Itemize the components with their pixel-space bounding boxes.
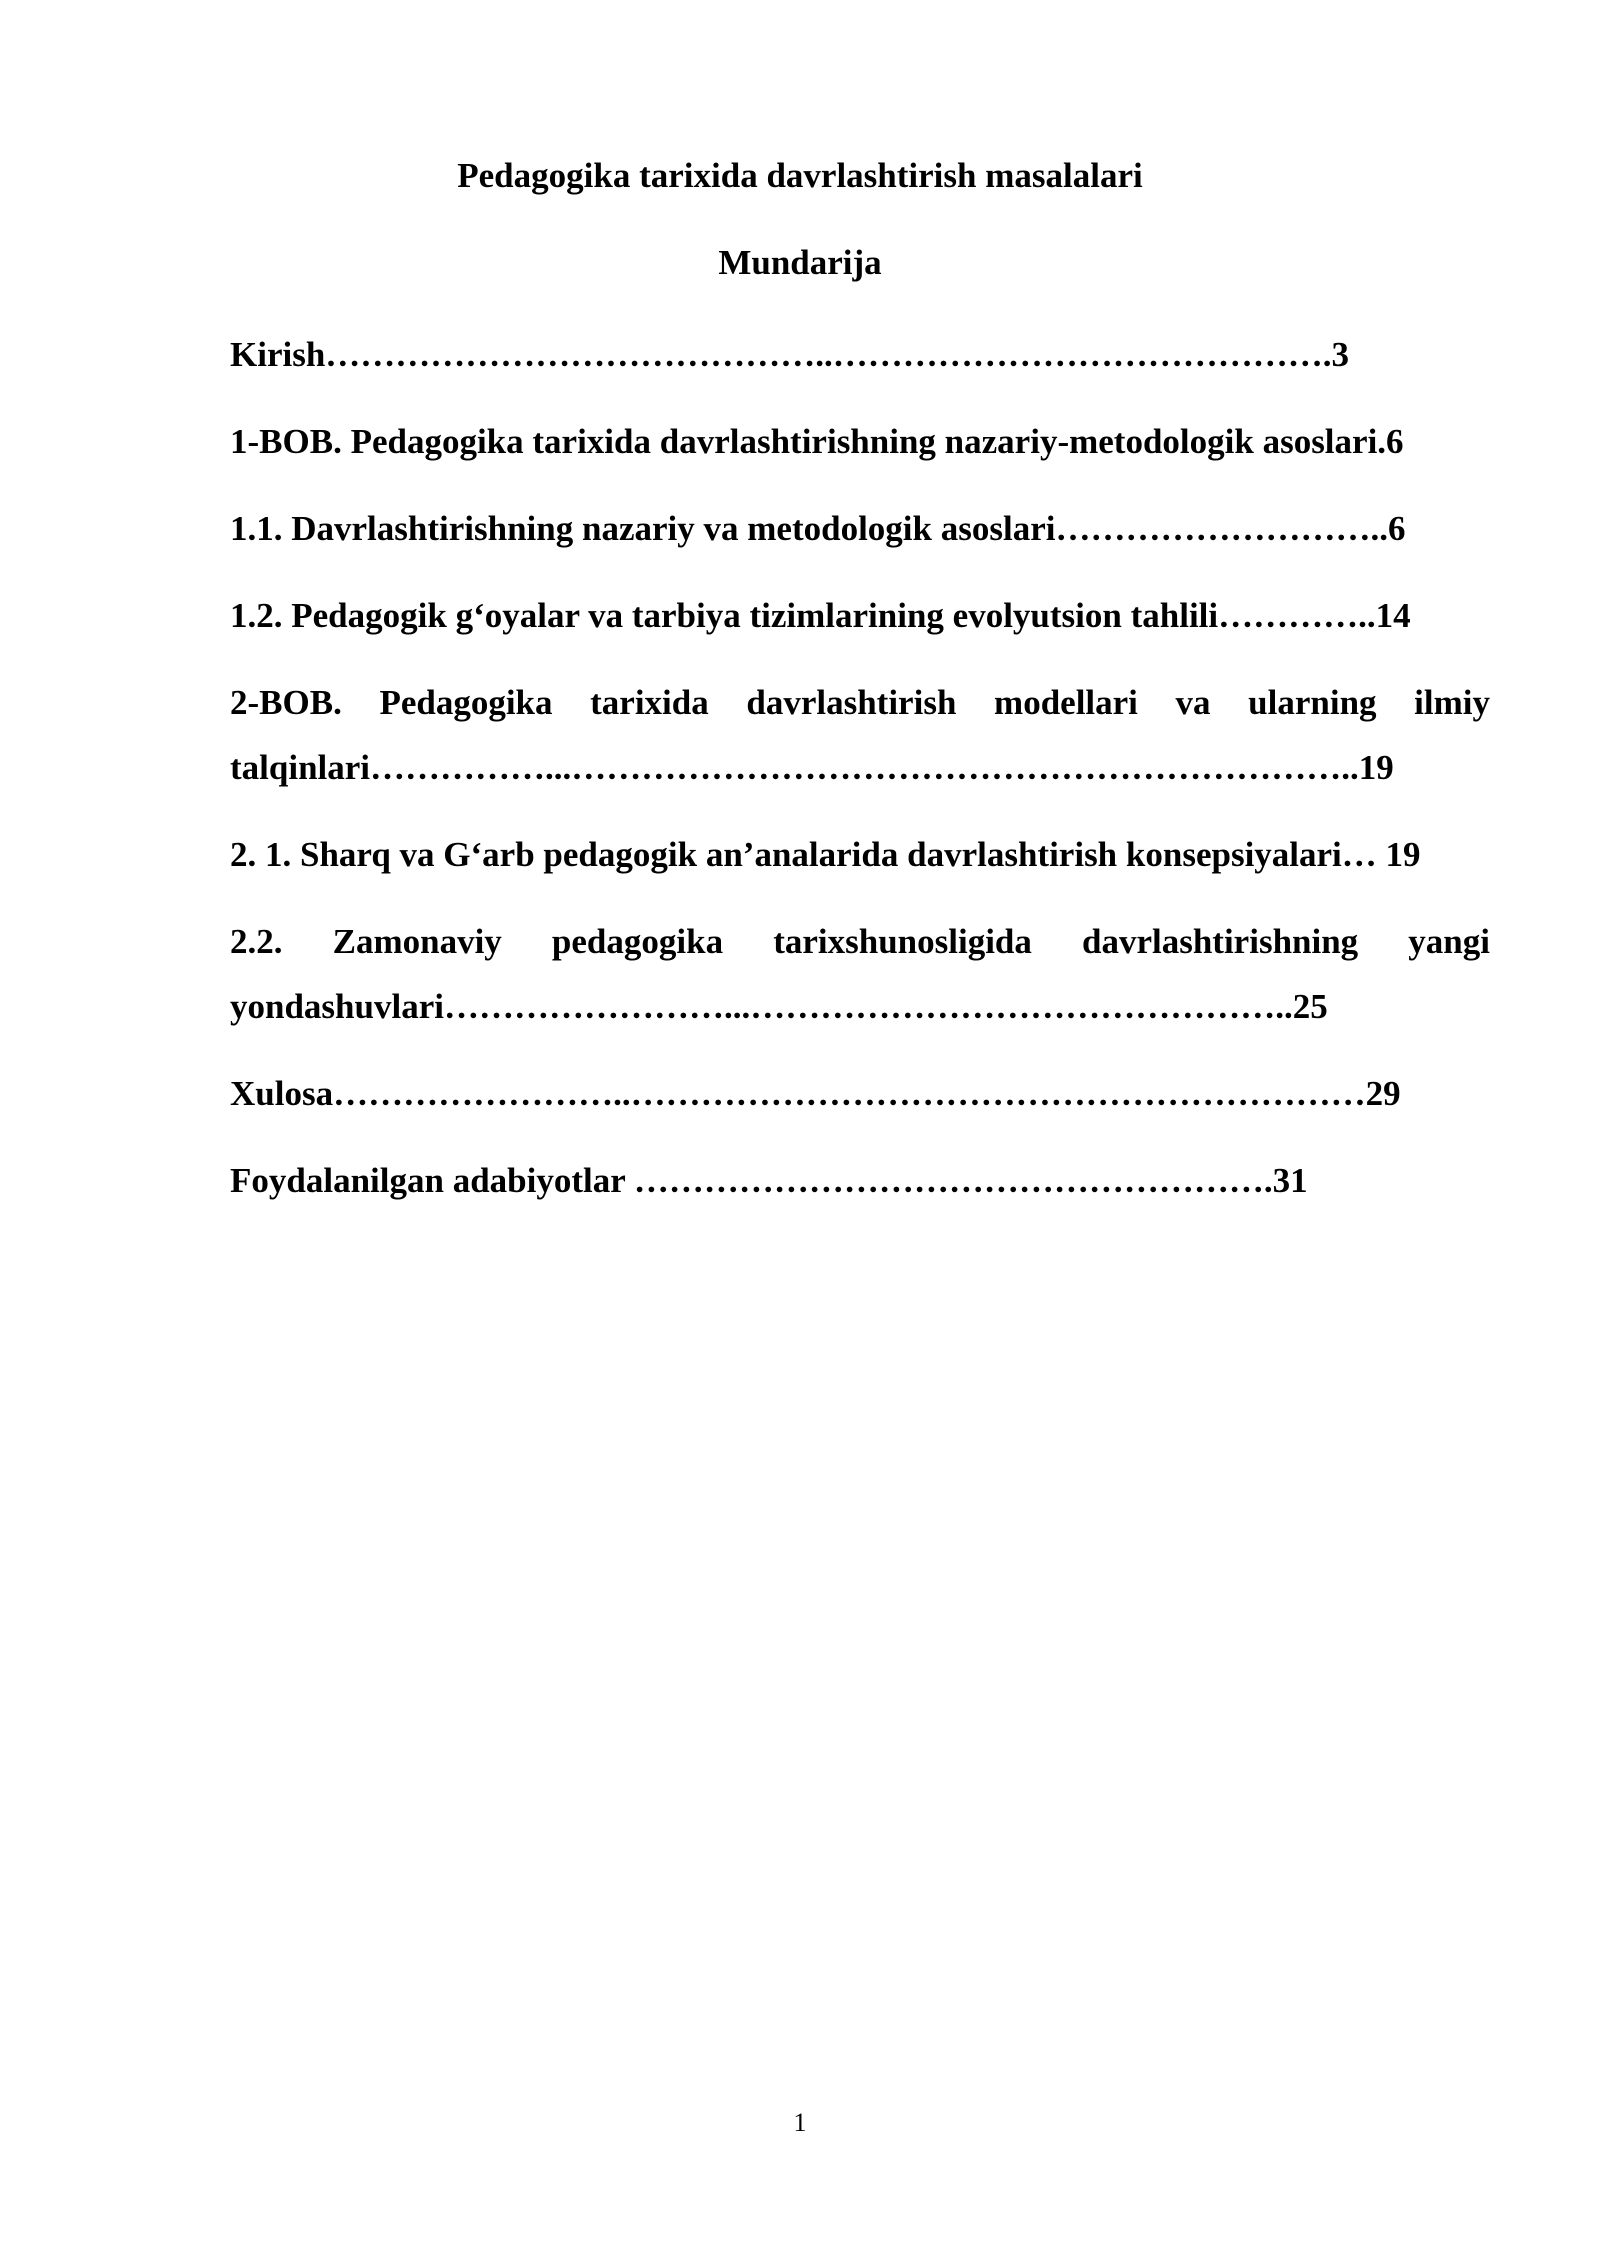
toc-entry-section-2-2: 2.2. Zamonaviy pedagogika tarixshunosligida davrlashtirishning yangi yondashuvlari……………………...………………………………………..25 xyxy=(230,922,1490,1026)
page-number: 1 xyxy=(793,2108,807,2137)
document-title: Pedagogika tarixida davrlashtirish masalalari xyxy=(457,156,1143,195)
toc-entry-chapter-2: 2-BOB. Pedagogika tarixida davrlashtirish modellari va ularning ilmiy talqinlari……………...…………………………………………………………..19 xyxy=(230,683,1490,787)
toc-entry-section-1-1: 1.1. Davrlashtirishning nazariy va metodologik asoslari………………………..6 xyxy=(230,509,1406,548)
toc-entry-section-1-2: 1.2. Pedagogik g‘oyalar va tarbiya tizimlarining evolyutsion tahlili…………..14 xyxy=(230,596,1411,635)
table-of-contents xyxy=(230,322,1490,1235)
toc-entry-references: Foydalanilgan adabiyotlar ……………………………………………….31 xyxy=(230,1161,1308,1200)
toc-entry-kirish: Kirish……………………………………..…………………………………….3 xyxy=(230,335,1350,374)
toc-entry-xulosa: Xulosa……………………..………………………………………………………29 xyxy=(230,1074,1401,1113)
toc-heading: Mundarija xyxy=(718,243,882,282)
toc-entry-section-2-1: 2. 1. Sharq va G‘arb pedagogik an’analarida davrlashtirish konsepsiyalari… 19 xyxy=(230,835,1421,874)
toc-entry-chapter-1: 1-BOB. Pedagogika tarixida davrlashtirishning nazariy-metodologik asoslari.6 xyxy=(230,422,1404,461)
